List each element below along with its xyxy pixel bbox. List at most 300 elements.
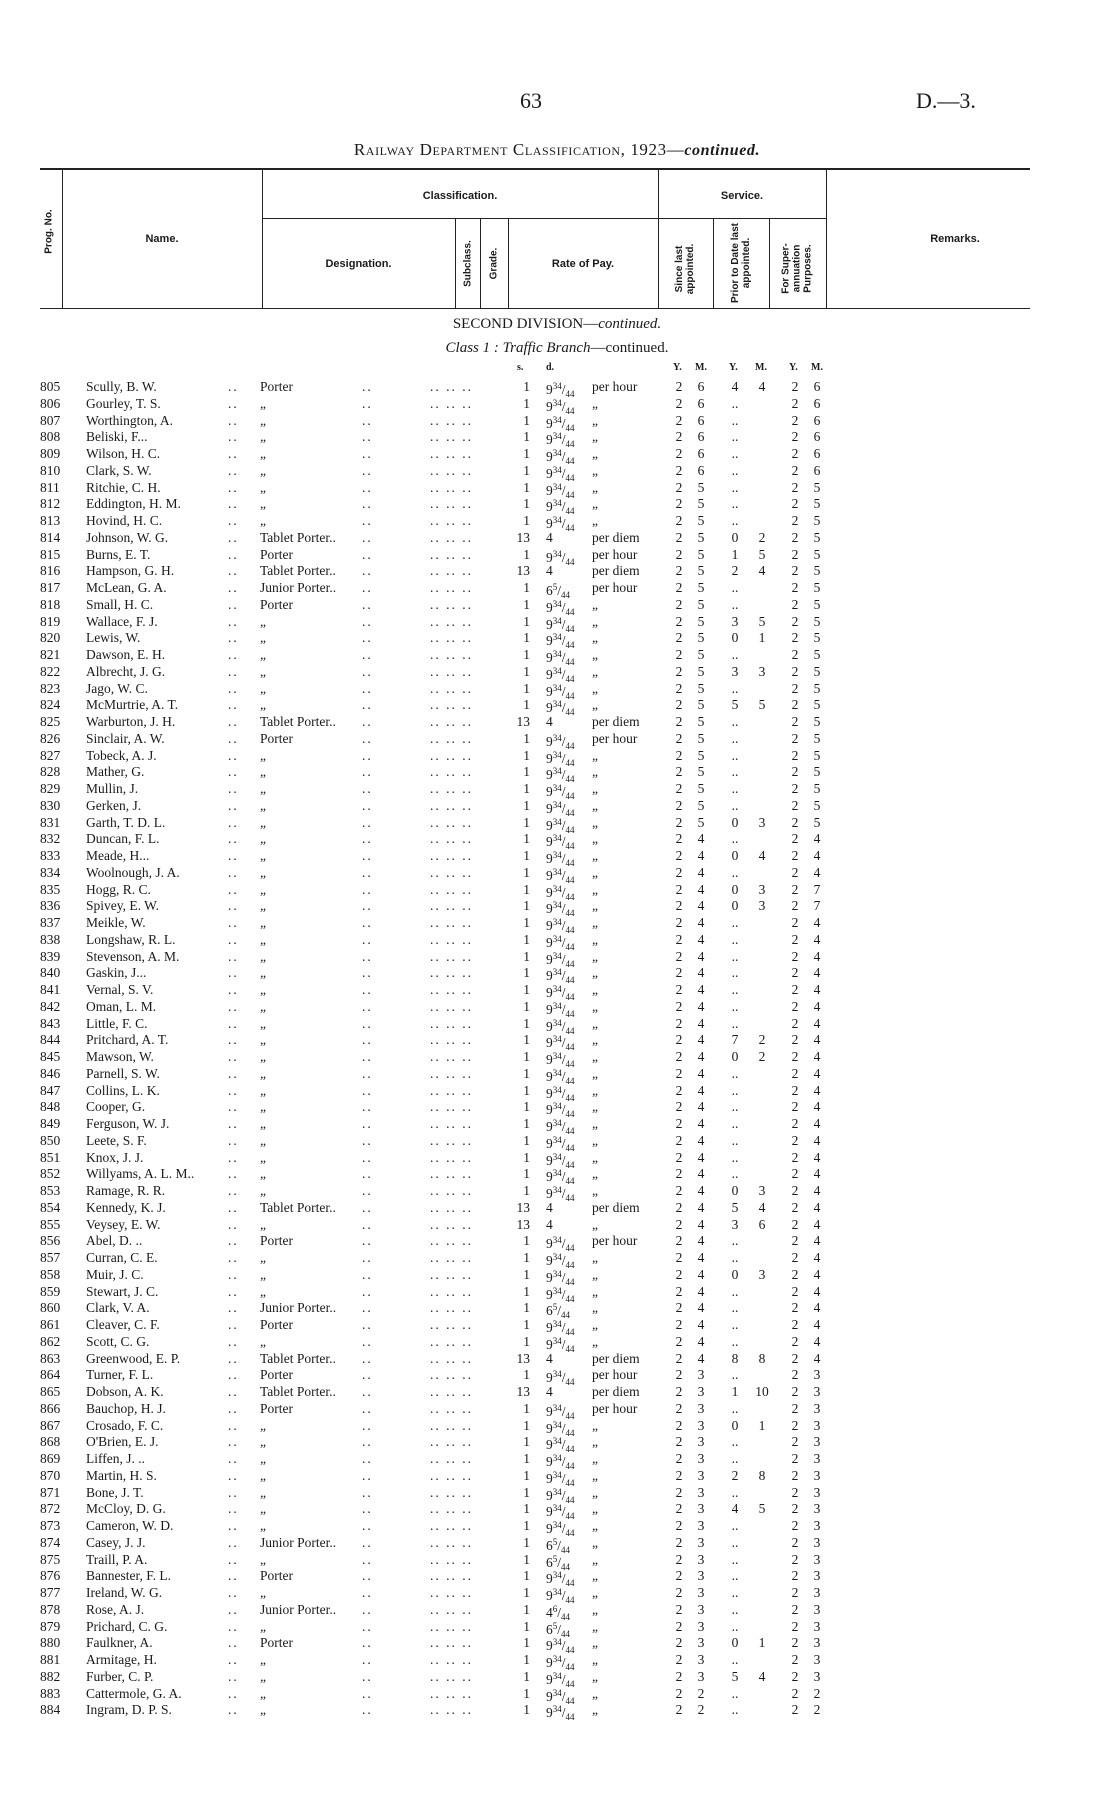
prog-number: 830 <box>40 797 61 813</box>
since-years: 2 <box>675 1317 683 1332</box>
rate-fraction-numerator: 34 <box>552 1051 562 1061</box>
rate-period: „ <box>592 1250 598 1265</box>
prior-years: 3 <box>731 1216 739 1232</box>
subclass-grade-leader: .. .. .. <box>430 596 473 612</box>
since-months: 4 <box>697 1166 705 1182</box>
rate-fraction-slash: / <box>557 1554 562 1570</box>
rate-period: „ <box>592 496 598 512</box>
subclass-grade-leader: .. .. .. <box>430 1400 473 1416</box>
prog-number: 876 <box>40 1568 61 1584</box>
table-row <box>0 1048 1114 1069</box>
subclass-grade-leader: .. .. .. <box>430 1283 473 1299</box>
designation-leader: .. <box>362 1333 373 1349</box>
rate-shillings: 1 <box>523 1451 530 1466</box>
name-leader: .. <box>228 998 239 1014</box>
rate-fraction-slash: / <box>561 1320 566 1335</box>
since-years: 2 <box>675 462 683 478</box>
since-years: 2 <box>675 1668 683 1684</box>
rate-pence-whole: 9 <box>546 1119 553 1134</box>
super-years: 2 <box>791 1099 799 1115</box>
subclass-grade-leader: .. .. .. <box>430 446 473 461</box>
super-years: 2 <box>791 630 799 646</box>
employee-name: Ireland, W. G. <box>86 1585 163 1600</box>
rate-pence-whole: 9 <box>546 1638 553 1654</box>
since-years: 2 <box>675 998 683 1014</box>
subclass-grade-leader: .. .. .. <box>430 1233 473 1249</box>
name-leader: .. <box>228 948 239 964</box>
prog-number: 854 <box>40 1199 61 1215</box>
designation: „ <box>260 1451 266 1466</box>
header-for-super: For Super-annuation Purposes. <box>780 243 814 294</box>
since-months: 6 <box>697 462 705 478</box>
designation: Junior Porter.. <box>260 1300 337 1316</box>
since-months: 6 <box>697 446 705 461</box>
designation-leader: .. <box>362 446 373 461</box>
prior-months: 1 <box>758 1635 766 1651</box>
subclass-grade-leader: .. .. .. <box>430 1300 473 1316</box>
rate-pence-whole: 9 <box>546 1504 553 1520</box>
table-row <box>0 1165 1114 1187</box>
since-months: 3 <box>697 1635 705 1651</box>
since-months: 5 <box>697 513 705 528</box>
super-months: 4 <box>813 1166 821 1182</box>
subclass-grade-leader: .. .. .. <box>430 496 473 512</box>
rate-fraction-numerator: 34 <box>552 1168 562 1179</box>
super-years: 2 <box>791 546 799 562</box>
rate-shillings: 1 <box>523 898 530 914</box>
super-months: 6 <box>813 429 821 445</box>
prog-number: 813 <box>40 513 61 528</box>
rate-period: „ <box>592 1685 598 1701</box>
prog-number: 835 <box>40 881 61 897</box>
prog-number: 814 <box>40 529 61 545</box>
rate-fraction-numerator: 34 <box>552 1570 562 1581</box>
rate-shillings: 1 <box>523 697 530 713</box>
rate-pence-whole: 9 <box>546 1018 553 1034</box>
rate-shillings: 1 <box>523 1400 530 1416</box>
unit-prior-years: Y. <box>729 362 738 373</box>
rate-period: „ <box>592 881 598 897</box>
prog-number: 848 <box>40 1099 61 1115</box>
prior-years: 0 <box>731 881 739 897</box>
since-years: 2 <box>675 848 683 863</box>
prior-years: .. <box>731 1132 739 1148</box>
since-months: 5 <box>697 814 705 830</box>
since-months: 3 <box>697 1467 705 1483</box>
super-years: 2 <box>791 1132 799 1148</box>
name-leader: .. <box>228 764 239 780</box>
prog-number: 852 <box>40 1166 61 1182</box>
designation-leader: .. <box>362 1635 373 1651</box>
rate-shillings: 13 <box>516 529 530 545</box>
name-leader: .. <box>228 529 239 545</box>
since-years: 2 <box>675 429 683 445</box>
rate-fraction-denominator: 44 <box>565 1511 575 1522</box>
employee-name: Willyams, A. L. M.. <box>86 1166 195 1182</box>
designation-leader: .. <box>362 479 373 495</box>
rate-period: per hour <box>592 546 638 562</box>
designation: „ <box>260 446 266 461</box>
since-years: 2 <box>675 1702 683 1718</box>
prior-years: 1 <box>731 546 739 562</box>
rate-fraction-denominator: 44 <box>565 1327 575 1337</box>
rate-shillings: 1 <box>523 1333 530 1349</box>
rate-fraction-numerator: 34 <box>552 1252 562 1262</box>
prog-number: 812 <box>40 496 61 512</box>
since-months: 4 <box>697 1065 705 1081</box>
employee-name: Furber, C. P. <box>86 1668 154 1684</box>
name-leader: .. <box>228 1702 239 1718</box>
rate-fraction-numerator: 34 <box>552 833 562 844</box>
super-years: 2 <box>791 513 799 528</box>
rate-period: „ <box>592 1534 598 1550</box>
table-row <box>0 914 1114 935</box>
employee-name: Oman, L. M. <box>86 998 157 1014</box>
rate-shillings: 1 <box>523 1149 530 1165</box>
unit-super-months: M. <box>811 362 823 373</box>
table-row <box>0 1450 1114 1471</box>
since-years: 2 <box>675 814 683 830</box>
name-leader: .. <box>228 596 239 612</box>
super-months: 4 <box>813 1049 821 1064</box>
since-years: 2 <box>675 1534 683 1550</box>
super-years: 2 <box>791 1400 799 1416</box>
title-main: Railway Department Classification, 1923— <box>353 140 685 159</box>
name-leader: .. <box>228 797 239 813</box>
rate-shillings: 1 <box>523 764 530 780</box>
employee-name: Hovind, H. C. <box>86 513 163 528</box>
rate-shillings: 1 <box>523 1183 530 1198</box>
rate-pence-whole: 9 <box>546 549 553 565</box>
name-leader: .. <box>228 1300 239 1316</box>
rate-period: „ <box>592 1149 598 1165</box>
super-months: 3 <box>813 1417 821 1433</box>
rate-fraction-slash: / <box>561 1487 566 1503</box>
prog-number: 839 <box>40 948 61 964</box>
rate-fraction-numerator: 34 <box>552 1402 562 1413</box>
rate-shillings: 1 <box>523 1652 530 1667</box>
employee-name: Collins, L. K. <box>86 1082 160 1098</box>
rate-shillings: 1 <box>523 513 530 528</box>
document-reference: D.—3. <box>916 88 976 113</box>
rate-period: „ <box>592 1082 598 1098</box>
rate-fraction-numerator: 34 <box>552 1067 562 1078</box>
rate-fraction-denominator: 44 <box>565 975 575 986</box>
rate-fraction-slash: / <box>561 499 566 515</box>
prior-years: .. <box>731 1702 739 1718</box>
super-years: 2 <box>791 1199 799 1215</box>
since-months: 3 <box>697 1551 705 1567</box>
rate-fraction-numerator: 34 <box>552 766 562 777</box>
super-years: 2 <box>791 915 799 930</box>
super-months: 5 <box>813 714 821 729</box>
name-leader: .. <box>228 747 239 763</box>
super-months: 5 <box>813 764 821 780</box>
designation-leader: .. <box>362 965 373 981</box>
rate-pence-whole: 9 <box>546 1655 553 1670</box>
prog-number: 873 <box>40 1518 61 1533</box>
designation-leader: .. <box>362 764 373 780</box>
rate-fraction-numerator: 34 <box>552 917 562 927</box>
rate-pence-whole: 9 <box>546 1688 553 1704</box>
designation-leader: .. <box>362 881 373 897</box>
super-years: 2 <box>791 446 799 461</box>
table-row <box>0 646 1114 667</box>
designation: Porter <box>260 379 293 394</box>
rate-period: per diem <box>592 529 640 545</box>
rate-shillings: 1 <box>523 1501 530 1517</box>
rate-fraction-denominator: 44 <box>565 640 575 651</box>
prior-years: 3 <box>731 613 739 629</box>
prog-number: 847 <box>40 1082 61 1098</box>
rate-fraction-numerator: 5 <box>552 1553 558 1564</box>
rate-fraction-denominator: 44 <box>565 405 575 416</box>
rate-period: per hour <box>592 1233 638 1249</box>
prog-number: 859 <box>40 1283 61 1299</box>
super-years: 2 <box>791 1317 799 1332</box>
subclass-grade-leader: .. .. .. <box>430 697 473 713</box>
prior-years: 5 <box>731 697 739 713</box>
designation-leader: .. <box>362 563 373 579</box>
rate-fraction-denominator: 44 <box>565 1142 575 1153</box>
since-years: 2 <box>675 1551 683 1567</box>
rate-fraction-slash: / <box>561 934 566 950</box>
table-row <box>0 579 1114 600</box>
super-months: 3 <box>813 1384 821 1399</box>
rate-shillings: 1 <box>523 1685 530 1701</box>
name-leader: .. <box>228 1367 239 1383</box>
subclass-grade-leader: .. .. .. <box>430 529 473 545</box>
rate-shillings: 1 <box>523 1015 530 1031</box>
rate-fraction-denominator: 44 <box>565 506 575 517</box>
rate-period: „ <box>592 1501 598 1517</box>
rate-fraction-denominator: 44 <box>565 1193 575 1203</box>
rate-shillings: 1 <box>523 881 530 897</box>
page-header <box>0 88 1114 118</box>
unit-shillings: s. <box>517 362 524 373</box>
designation-leader: .. <box>362 1451 373 1466</box>
since-years: 2 <box>675 1082 683 1098</box>
employee-name: Prichard, C. G. <box>86 1618 168 1634</box>
designation-leader: .. <box>362 1065 373 1081</box>
rate-fraction-slash: / <box>557 1604 562 1620</box>
prior-months: 3 <box>758 663 766 679</box>
prior-years: .. <box>731 1233 739 1249</box>
rate-fraction-denominator: 44 <box>565 1293 575 1304</box>
rate-shillings: 1 <box>523 1518 530 1533</box>
rate-pence-whole: 9 <box>546 985 553 1000</box>
prog-number: 864 <box>40 1367 61 1383</box>
super-years: 2 <box>791 1585 799 1600</box>
prog-number: 820 <box>40 630 61 646</box>
prior-years: .. <box>731 1166 739 1182</box>
super-years: 2 <box>791 797 799 813</box>
rate-fraction-slash: / <box>561 851 566 866</box>
subclass-grade-leader: .. .. .. <box>430 747 473 763</box>
prog-number: 878 <box>40 1601 61 1617</box>
designation: „ <box>260 764 266 780</box>
name-leader: .. <box>228 848 239 863</box>
designation: „ <box>260 1585 266 1600</box>
rate-fraction-slash: / <box>561 616 566 632</box>
super-years: 2 <box>791 1618 799 1634</box>
employee-name: Gourley, T. S. <box>86 395 161 411</box>
prior-years: .. <box>731 1333 739 1349</box>
rate-fraction-slash: / <box>561 985 566 1000</box>
rate-shillings: 1 <box>523 998 530 1014</box>
name-leader: .. <box>228 1652 239 1667</box>
rate-period: „ <box>592 1333 598 1349</box>
name-leader: .. <box>228 1283 239 1299</box>
designation-leader: .. <box>362 1116 373 1131</box>
super-months: 4 <box>813 1132 821 1148</box>
table-row <box>0 378 1114 399</box>
rate-fraction-slash: / <box>561 449 566 464</box>
rate-fraction-numerator: 34 <box>552 431 562 442</box>
table-row <box>0 1065 1114 1086</box>
subclass-grade-leader: .. .. .. <box>430 479 473 495</box>
designation: Tablet Porter.. <box>260 1199 336 1215</box>
rate-fraction-slash: / <box>561 1454 566 1469</box>
rate-fraction-numerator: 34 <box>552 783 562 793</box>
rate-period: „ <box>592 663 598 679</box>
super-years: 2 <box>791 1484 799 1500</box>
rate-fraction-denominator: 44 <box>565 891 575 902</box>
rate-period: „ <box>592 1668 598 1684</box>
rate-shillings: 1 <box>523 1434 530 1450</box>
designation-leader: .. <box>362 1467 373 1483</box>
super-years: 2 <box>791 479 799 495</box>
prior-months: 1 <box>758 1417 766 1433</box>
rate-fraction-denominator: 44 <box>565 1176 575 1187</box>
rate-fraction-denominator: 44 <box>565 673 575 684</box>
super-months: 5 <box>813 647 821 662</box>
rate-pence-whole: 4 <box>546 714 553 729</box>
rate-fraction-denominator: 44 <box>565 958 575 969</box>
designation-leader: .. <box>362 1015 373 1031</box>
name-leader: .. <box>228 831 239 847</box>
rate-period: „ <box>592 1568 598 1584</box>
employee-name: Abel, D. .. <box>86 1233 143 1249</box>
designation: „ <box>260 1518 266 1533</box>
prior-months: 3 <box>758 881 766 897</box>
designation: „ <box>260 1467 266 1483</box>
since-months: 3 <box>697 1400 705 1416</box>
rate-fraction-slash: / <box>561 884 566 900</box>
subclass-grade-leader: .. .. .. <box>430 563 473 579</box>
rate-pence-whole: 9 <box>546 1470 553 1486</box>
rate-period: „ <box>592 1183 598 1198</box>
super-months: 2 <box>813 1702 821 1718</box>
table-row <box>0 1567 1114 1589</box>
super-years: 2 <box>791 1250 799 1265</box>
since-months: 3 <box>697 1384 705 1399</box>
super-years: 2 <box>791 898 799 914</box>
subclass-grade-leader: .. .. .. <box>430 580 473 595</box>
prog-number: 881 <box>40 1652 61 1667</box>
since-years: 2 <box>675 881 683 897</box>
subclass-grade-leader: .. .. .. <box>430 1132 473 1148</box>
prior-years: 4 <box>731 1501 739 1517</box>
rate-fraction-slash: / <box>561 1119 566 1134</box>
super-years: 2 <box>791 1116 799 1131</box>
rate-fraction-denominator: 44 <box>565 1075 575 1086</box>
rate-period: „ <box>592 1551 598 1567</box>
employee-name: Liffen, J. .. <box>86 1451 145 1466</box>
name-leader: .. <box>228 563 239 579</box>
table-row <box>0 1082 1114 1103</box>
super-months: 6 <box>813 412 821 428</box>
super-years: 2 <box>791 680 799 696</box>
prior-years: 5 <box>731 1668 739 1684</box>
since-months: 4 <box>697 1317 705 1332</box>
designation: Junior Porter.. <box>260 1601 337 1617</box>
super-years: 2 <box>791 1601 799 1617</box>
name-leader: .. <box>228 714 239 729</box>
page-number: 63 <box>520 88 542 113</box>
super-years: 2 <box>791 1652 799 1667</box>
name-leader: .. <box>228 1333 239 1349</box>
employee-name: Dobson, A. K. <box>86 1384 164 1399</box>
prog-number: 831 <box>40 814 61 830</box>
prog-number: 833 <box>40 848 61 863</box>
rate-pence-whole: 9 <box>546 851 553 866</box>
employee-name: Greenwood, E. P. <box>86 1350 181 1366</box>
name-leader: .. <box>228 1417 239 1433</box>
designation-leader: .. <box>362 1652 373 1667</box>
name-leader: .. <box>228 412 239 428</box>
super-years: 2 <box>791 1082 799 1098</box>
super-years: 2 <box>791 496 799 512</box>
rate-fraction-numerator: 34 <box>552 1503 562 1514</box>
subclass-grade-leader: .. .. .. <box>430 395 473 411</box>
since-months: 5 <box>697 647 705 662</box>
rate-period: „ <box>592 982 598 997</box>
subclass-grade-leader: .. .. .. <box>430 1568 473 1584</box>
rate-fraction-numerator: 34 <box>552 397 562 408</box>
rate-fraction-slash: / <box>561 415 566 431</box>
rate-fraction-slash: / <box>561 1705 566 1721</box>
since-months: 3 <box>697 1501 705 1517</box>
since-years: 2 <box>675 1400 683 1416</box>
employee-name: Albrecht, J. G. <box>86 663 166 679</box>
employee-name: McMurtrie, A. T. <box>86 697 179 713</box>
rate-fraction-denominator: 44 <box>565 858 575 868</box>
name-leader: .. <box>228 613 239 629</box>
employee-name: Veysey, E. W. <box>86 1216 161 1232</box>
designation-leader: .. <box>362 747 373 763</box>
rate-shillings: 13 <box>516 1384 530 1399</box>
since-years: 2 <box>675 1417 683 1433</box>
rate-shillings: 1 <box>523 647 530 662</box>
designation: Junior Porter.. <box>260 1534 337 1550</box>
name-leader: .. <box>228 1216 239 1232</box>
super-years: 2 <box>791 429 799 445</box>
rate-fraction-numerator: 34 <box>552 615 562 626</box>
prior-years: .. <box>731 1400 739 1416</box>
prior-years: .. <box>731 1451 739 1466</box>
super-months: 4 <box>813 848 821 863</box>
employee-name: Scott, C. G. <box>86 1333 150 1349</box>
rate-fraction-numerator: 34 <box>552 498 562 509</box>
since-years: 2 <box>675 1166 683 1182</box>
designation: Tablet Porter.. <box>260 529 336 545</box>
prior-years: .. <box>731 1518 739 1533</box>
prog-number: 882 <box>40 1668 61 1684</box>
table-row <box>0 1618 1114 1639</box>
prior-months: 4 <box>758 848 766 863</box>
prog-number: 879 <box>40 1618 61 1634</box>
